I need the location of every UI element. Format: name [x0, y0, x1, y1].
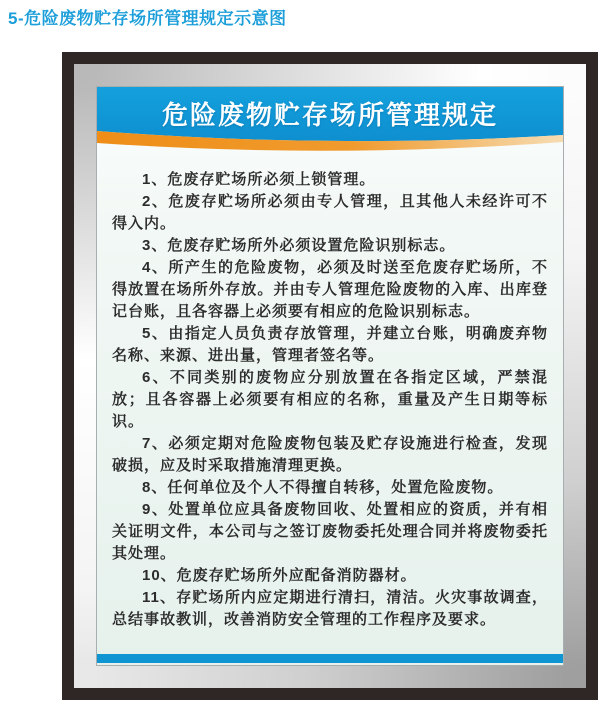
rule-item-11: 11、存贮场所内应定期进行清扫，清洁。火灾事故调查，总结事故教训，改善消防安全管理的工作程序及要求。: [112, 589, 548, 628]
poster-title: 危险废物贮存场所管理规定: [161, 100, 498, 130]
rule-item-10: 10、危废存贮场所外应配备消防器材。: [142, 567, 417, 584]
rule-item-7: 7、必须定期对危险废物包装及贮存设施进行检查，发现破损，应及时采取措施清理更换。: [112, 435, 548, 474]
rule-item-9: 9、处置单位应具备废物回收、处置相应的资质，并有相关证明文件，本公司与之签订废物委托处理合同并将废物委托其处理。: [112, 501, 548, 562]
poster-silver-frame: [74, 64, 586, 688]
rule-item-1: 1、危废存贮场所必须上锁管理。: [142, 171, 376, 188]
rule-item-5: 5、由指定人员负责存放管理，并建立台账，明确废弃物名称、来源、进出量，管理者签名等。: [112, 325, 548, 364]
rules-list: [97, 153, 563, 654]
banner: [97, 87, 563, 153]
poster-frame: [62, 52, 598, 700]
rule-item-8: 8、任何单位及个人不得擅自转移，处置危险废物。: [142, 479, 504, 496]
page-heading: 5-危险废物贮存场所管理规定示意图: [8, 9, 287, 28]
rule-item-3: 3、危废存贮场所外必须设置危险识别标志。: [142, 237, 456, 254]
rule-item-2: 2、危废存贮场所必须由专人管理，且其他人未经许可不得入内。: [112, 193, 548, 232]
bottom-bar: [97, 654, 563, 663]
rule-item-4: 4、所产生的危险废物，必须及时送至危废存贮场所，不得放置在场所外存放。并由专人管理危险废物的入库、出库登记台账，且各容器上必须要有相应的危险识别标志。: [112, 259, 548, 320]
poster-content: [97, 87, 563, 665]
rule-item-6: 6、不同类别的废物应分别放置在各指定区域，严禁混放；且各容器上必须要有相应的名称，重量及产生日期等标识。: [112, 369, 548, 430]
